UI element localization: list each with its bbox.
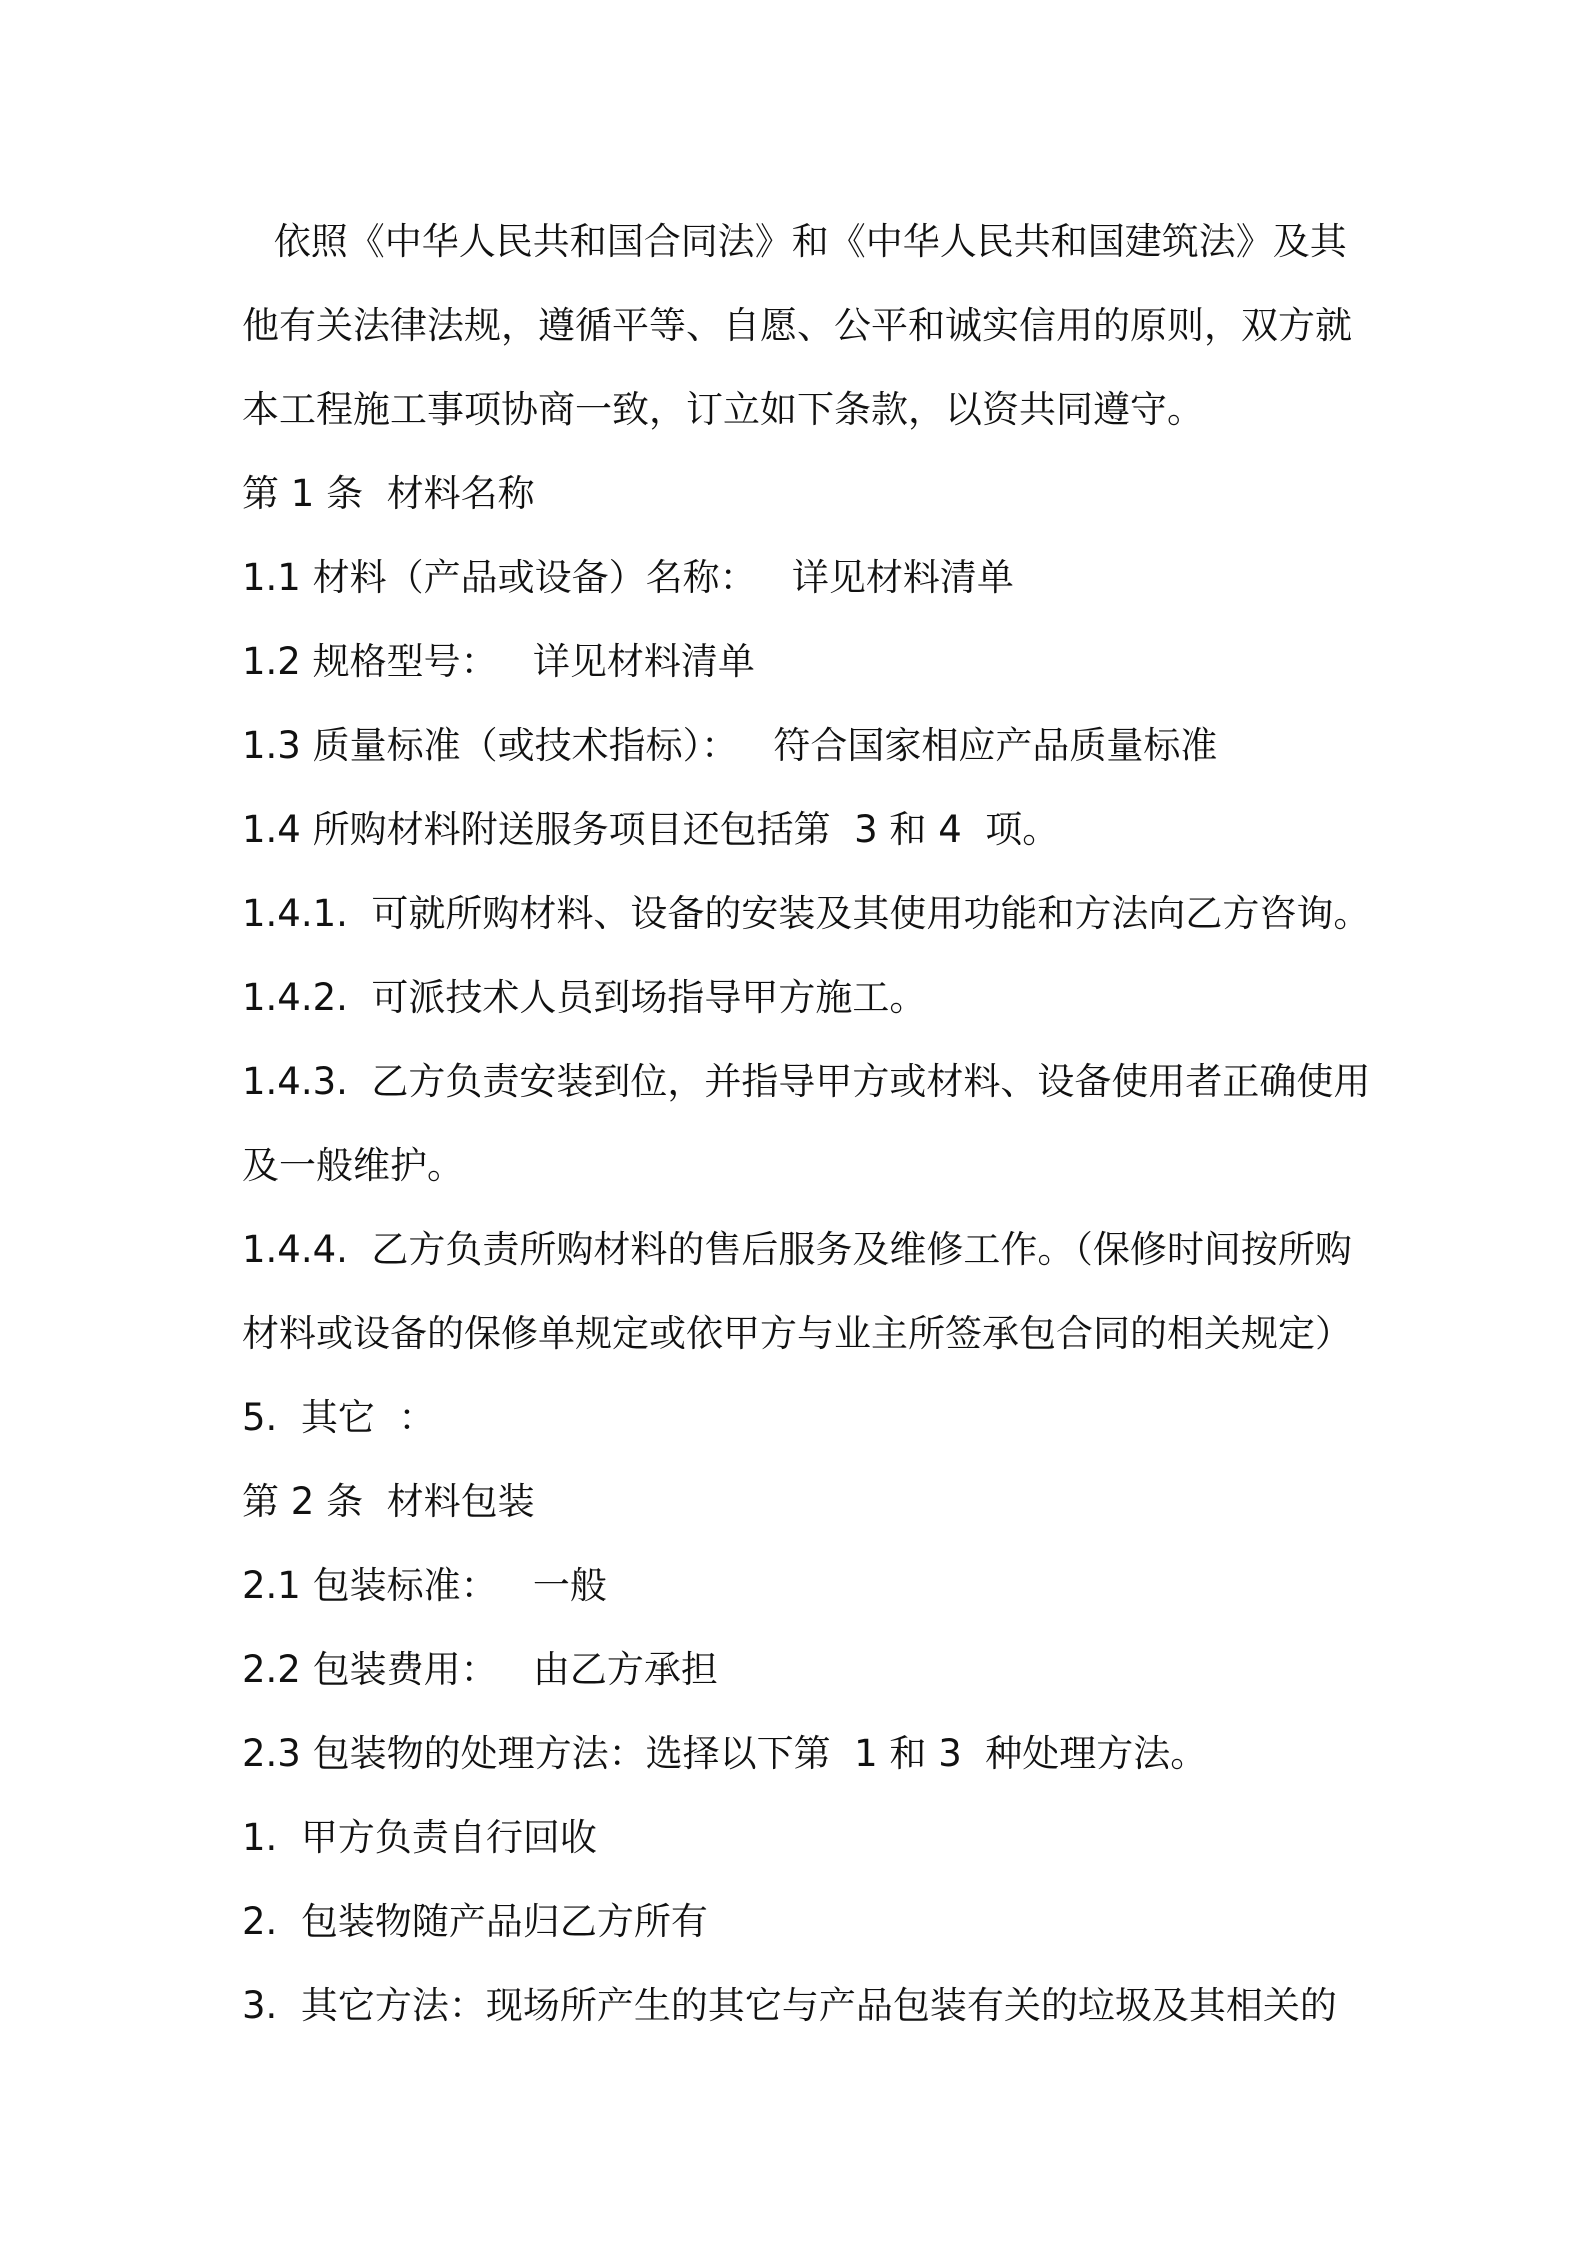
clause-1-4-4-line-2: 材料或设备的保修单规定或依甲方与业主所签承包合同的相关规定） — [242, 1312, 1352, 1355]
paragraph-line-intro-2: 他有关法律法规，遵循平等、自愿、公平和诚实信用的原则，双方就 — [242, 304, 1352, 347]
clause-1-3: 1.3 质量标准（或技术指标）： 符合国家相应产品质量标准 — [242, 724, 1218, 767]
clause-1-4-4-line-1: 1.4.4. 乙方负责所购材料的售后服务及维修工作。（保修时间按所购 — [242, 1228, 1352, 1271]
clause-1-2: 1.2 规格型号： 详见材料清单 — [242, 640, 755, 683]
option-2: 2. 包装物随产品归乙方所有 — [242, 1900, 708, 1943]
clause-1-4-3-line-1: 1.4.3. 乙方负责安装到位，并指导甲方或材料、设备使用者正确使用 — [242, 1060, 1371, 1103]
clause-2-3: 2.3 包装物的处理方法：选择以下第 1 和 3 种处理方法。 — [242, 1732, 1208, 1775]
clause-1-4-3-line-2: 及一般维护。 — [242, 1144, 464, 1187]
option-3: 3. 其它方法：现场所产生的其它与产品包装有关的垃圾及其相关的 — [242, 1984, 1337, 2027]
clause-5-other: 5. 其它 ： — [242, 1396, 436, 1439]
paragraph-line-intro-1: 依照《中华人民共和国合同法》和《中华人民共和国建筑法》及其 — [262, 220, 1347, 263]
clause-1-4: 1.4 所购材料附送服务项目还包括第 3 和 4 项。 — [242, 808, 1060, 851]
clause-1-1: 1.1 材料（产品或设备）名称： 详见材料清单 — [242, 556, 1014, 599]
article-2-heading: 第 2 条 材料包装 — [242, 1480, 535, 1523]
contract-text — [242, 200, 1371, 2048]
clause-1-4-2: 1.4.2. 可派技术人员到场指导甲方施工。 — [242, 976, 927, 1019]
clause-2-1: 2.1 包装标准： 一般 — [242, 1564, 607, 1607]
paragraph-line-intro-3: 本工程施工事项协商一致，订立如下条款，以资共同遵守。 — [242, 388, 1204, 431]
clause-1-4-1: 1.4.1. 可就所购材料、设备的安装及其使用功能和方法向乙方咨询。 — [242, 892, 1371, 935]
clause-2-2: 2.2 包装费用： 由乙方承担 — [242, 1648, 718, 1691]
article-1-heading: 第 1 条 材料名称 — [242, 472, 535, 515]
option-1: 1. 甲方负责自行回收 — [242, 1816, 597, 1859]
